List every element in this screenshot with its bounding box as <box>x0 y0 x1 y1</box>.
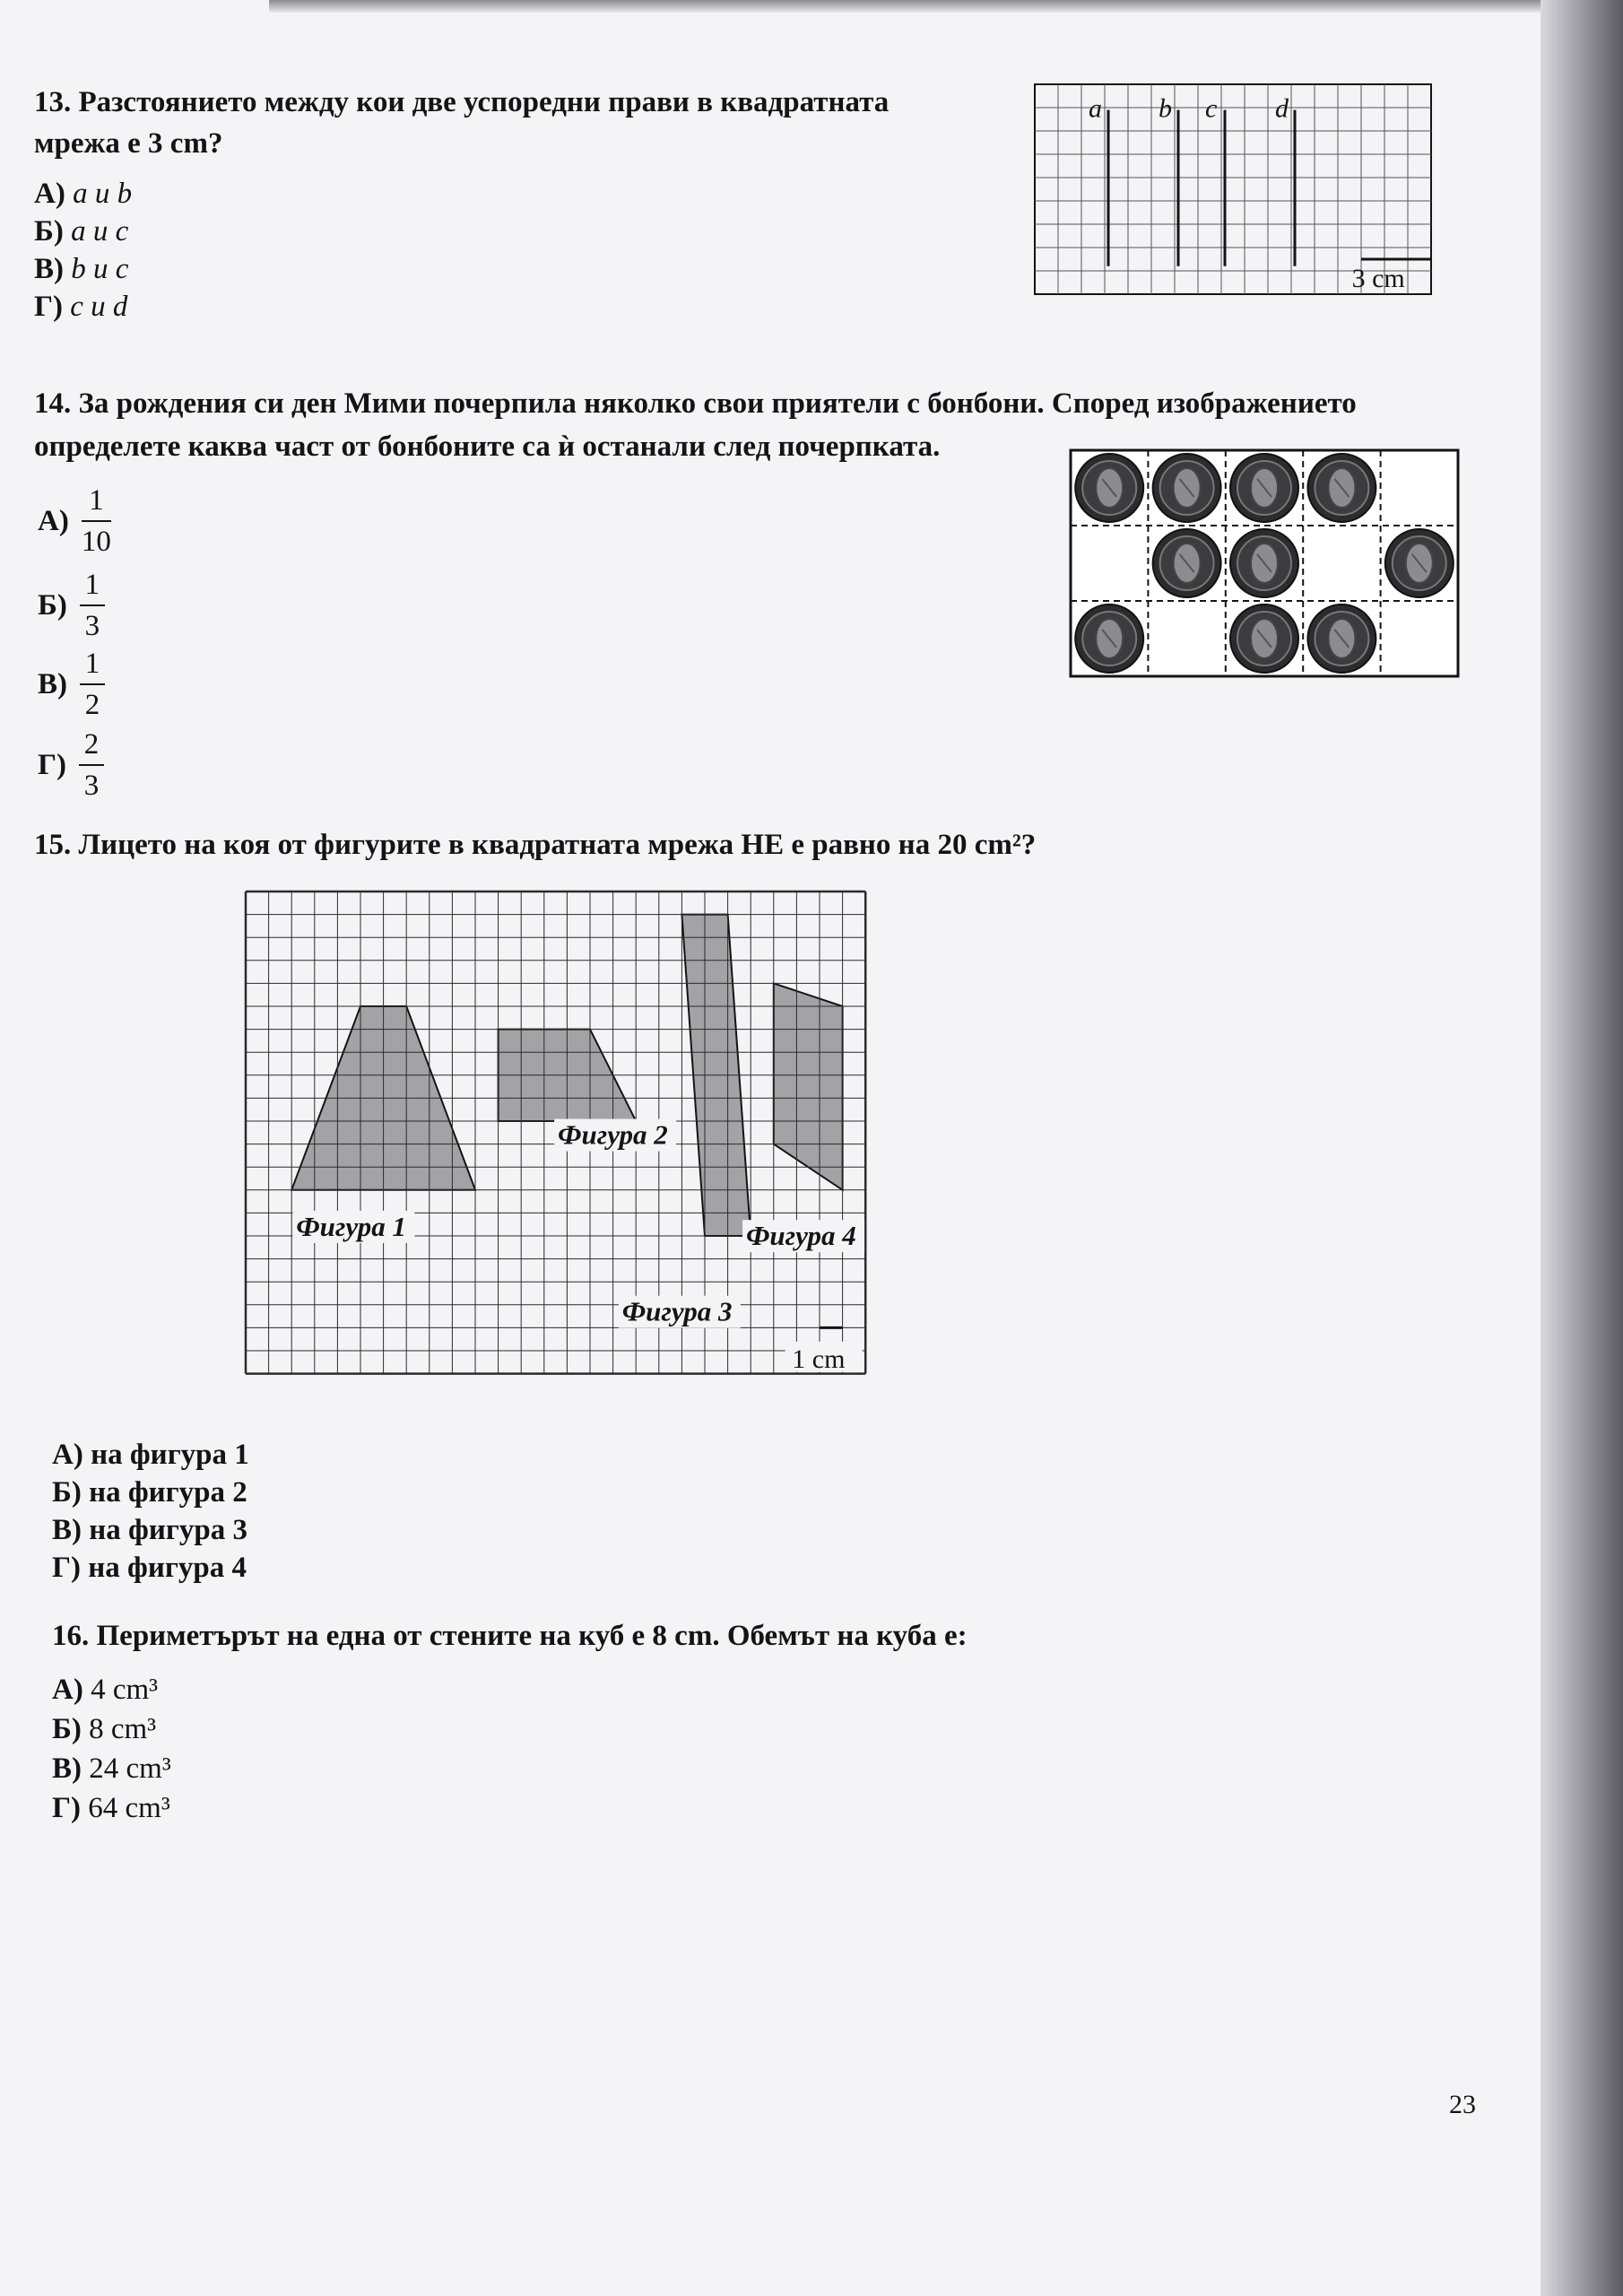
option-label: Г) <box>52 1552 81 1584</box>
fraction-numerator: 1 <box>89 484 104 517</box>
fraction-bar <box>80 683 105 685</box>
q14-option-a[interactable] <box>38 484 111 558</box>
q15-figures-grid <box>240 888 1263 1399</box>
option-label: В) <box>38 667 67 700</box>
figure-label-3: Фигура 3 <box>621 1295 733 1327</box>
page-number: 23 <box>1449 2090 1476 2119</box>
scale-label: 3 cm <box>1351 264 1405 293</box>
candy-icon <box>1230 454 1298 522</box>
candy-icon <box>1307 604 1376 673</box>
q13-option-c[interactable] <box>34 251 128 287</box>
q14-prompt-1: За рождения си ден Мими почерпила няколко свои приятели с бонбони. Според изображението <box>78 387 1357 420</box>
option-label: А) <box>52 1674 83 1706</box>
option-value: c и d <box>70 291 128 323</box>
option-label: А) <box>52 1439 83 1471</box>
q13-option-b[interactable] <box>34 213 128 249</box>
option-value: 8 cm³ <box>89 1713 157 1745</box>
option-label: А) <box>34 178 65 210</box>
option-value: на фигура 3 <box>89 1514 247 1546</box>
line-label-c: c <box>1205 93 1218 124</box>
q14-option-c[interactable] <box>38 648 105 721</box>
q16-option-a[interactable] <box>52 1672 158 1708</box>
q13-number: 13. <box>34 86 72 118</box>
scale-label: 1 cm <box>792 1344 846 1375</box>
page-top-edge <box>269 0 1542 13</box>
option-value: на фигура 1 <box>91 1439 249 1471</box>
option-label: Г) <box>34 291 63 323</box>
option-value: 4 cm³ <box>91 1674 159 1706</box>
q13-prompt-2: мрежа е 3 cm? <box>34 127 223 160</box>
fraction-bar <box>80 604 105 606</box>
q15-number: 15. <box>34 829 72 861</box>
fraction-numerator: 1 <box>84 569 100 601</box>
q15-option-d[interactable] <box>52 1550 247 1586</box>
q13-grid <box>1031 81 1453 314</box>
fraction-denominator: 3 <box>83 770 100 802</box>
option-label: В) <box>52 1752 82 1785</box>
line-label-d: d <box>1275 93 1289 124</box>
option-value: 64 cm³ <box>88 1792 170 1824</box>
candy-icon <box>1385 529 1454 597</box>
fraction-numerator: 1 <box>84 648 100 680</box>
option-label: Б) <box>52 1476 82 1509</box>
q15-option-c[interactable] <box>52 1512 247 1548</box>
option-label: В) <box>34 253 64 285</box>
q14-number: 14. <box>34 387 72 420</box>
q15-prompt: Лицето на коя от фигурите в квадратната мрежа НЕ е равно на 20 cm²? <box>78 829 1037 861</box>
q14-option-b[interactable] <box>38 569 105 642</box>
q16-option-d[interactable] <box>52 1790 170 1826</box>
option-label: Б) <box>52 1713 82 1745</box>
option-value: a и b <box>73 178 133 210</box>
candy-icon <box>1230 529 1298 597</box>
q16-option-c[interactable] <box>52 1751 171 1787</box>
option-label: Г) <box>38 748 66 781</box>
option-value: на фигура 4 <box>88 1552 247 1584</box>
q15-option-b[interactable] <box>52 1474 247 1510</box>
q16-option-b[interactable] <box>52 1711 156 1747</box>
book-spine-shadow <box>1541 0 1623 2296</box>
line-label-a: a <box>1089 93 1102 124</box>
option-label: В) <box>52 1514 82 1546</box>
fraction-bar <box>82 520 111 522</box>
option-label: А) <box>38 504 69 537</box>
option-value: b и c <box>71 253 129 285</box>
option-label: Г) <box>52 1792 81 1824</box>
candy-icon <box>1307 454 1376 522</box>
q14-candy-grid <box>1067 447 1462 684</box>
q13-prompt-1: Разстоянието между кои две успоредни прави в квадратната <box>78 86 890 118</box>
figure-label-2: Фигура 2 <box>558 1118 668 1151</box>
figure-label-1: Фигура 1 <box>296 1211 406 1242</box>
q14-text-line1 <box>34 386 1357 422</box>
candy-icon <box>1153 454 1221 522</box>
fraction-denominator: 10 <box>81 526 111 558</box>
option-value: на фигура 2 <box>89 1476 247 1509</box>
candy-icon <box>1230 604 1298 673</box>
line-label-b: b <box>1159 93 1172 124</box>
q15-option-a[interactable] <box>52 1437 249 1473</box>
fraction-denominator: 3 <box>84 610 100 642</box>
candy-icon <box>1153 529 1221 597</box>
figure-label-4: Фигура 4 <box>746 1220 856 1252</box>
q15-text <box>34 827 1036 863</box>
q16-number: 16. <box>52 1620 90 1652</box>
fraction-numerator: 2 <box>83 728 100 761</box>
figure-4-parallelogram <box>774 983 843 1189</box>
option-value: a и c <box>71 215 129 248</box>
q14-option-d[interactable] <box>38 728 104 802</box>
option-label: Б) <box>34 215 64 248</box>
option-value: 24 cm³ <box>89 1752 171 1785</box>
q13-option-a[interactable] <box>34 176 132 212</box>
fraction-denominator: 2 <box>84 689 100 721</box>
option-label: Б) <box>38 588 67 622</box>
fraction-bar <box>79 764 104 766</box>
q13-option-d[interactable] <box>34 289 127 325</box>
candy-icon <box>1075 604 1143 673</box>
q13-text-line1 <box>34 84 889 120</box>
q16-text <box>52 1618 968 1654</box>
q14-prompt-2: определете каква част от бонбоните са ѝ останали след почерпката. <box>34 430 941 463</box>
q16-prompt: Периметърът на една от стените на куб е 8 cm. Обемът на куба е: <box>96 1620 968 1652</box>
candy-icon <box>1075 454 1143 522</box>
